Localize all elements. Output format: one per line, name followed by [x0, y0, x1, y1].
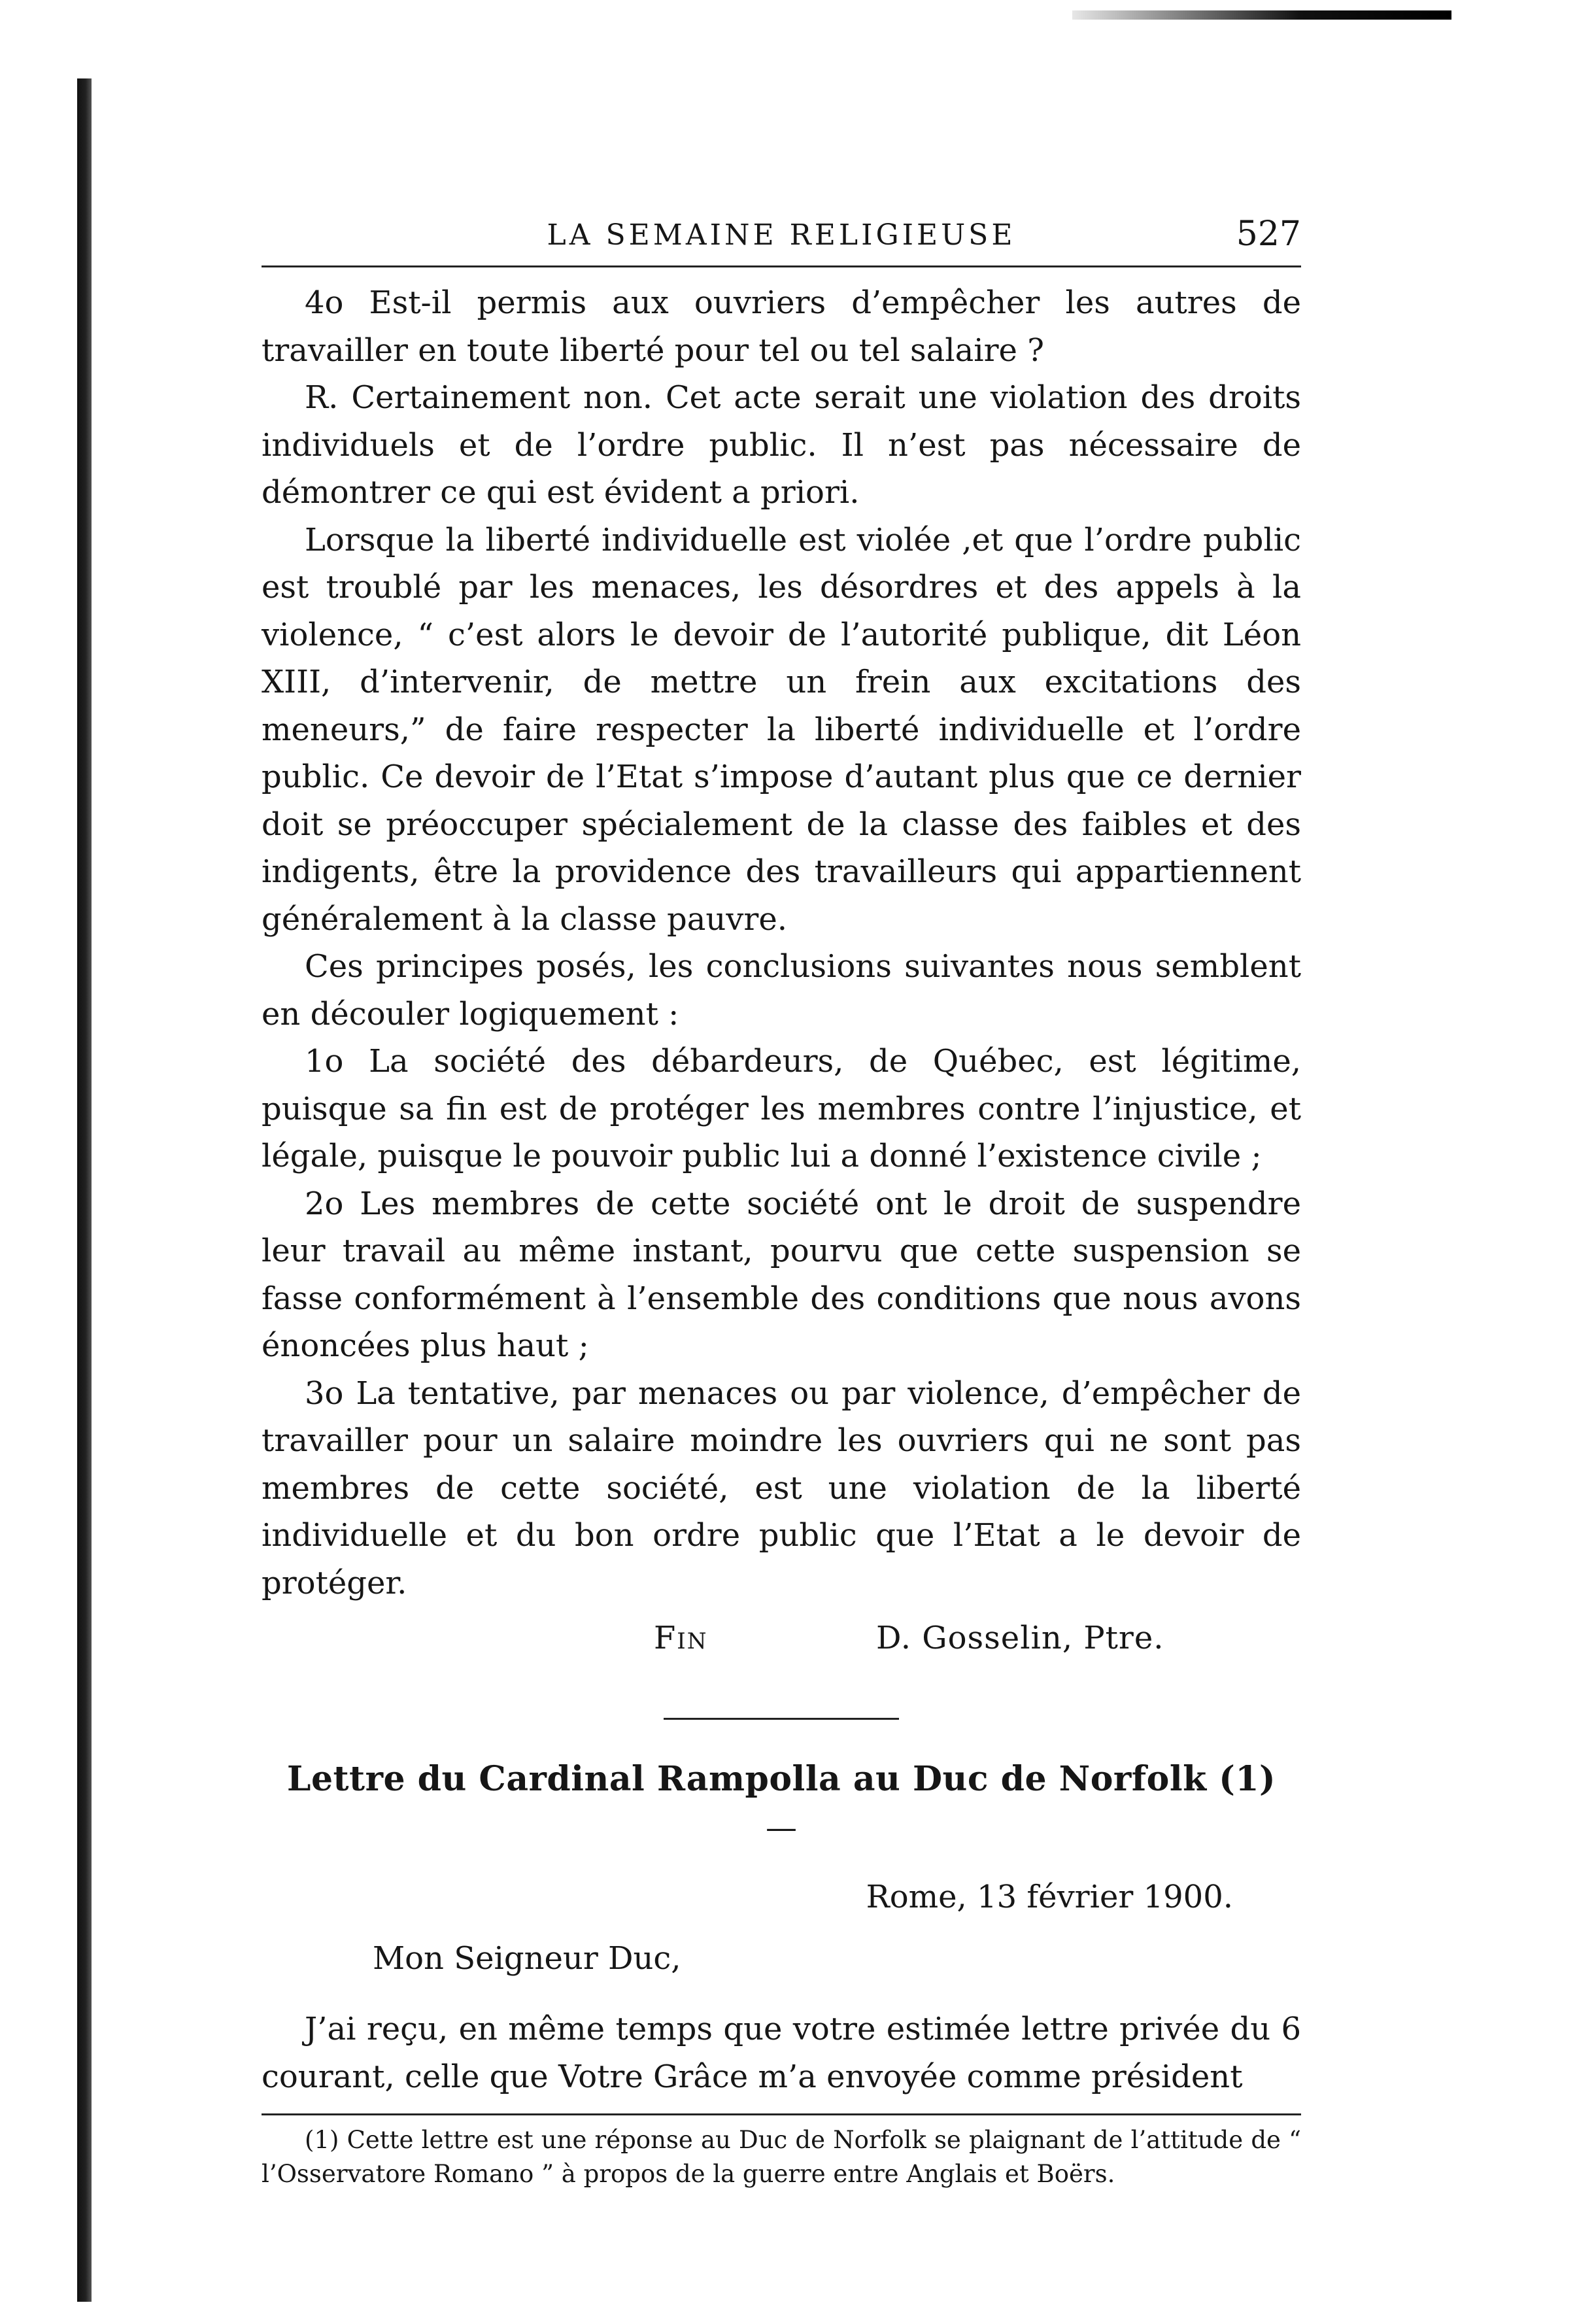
paragraph-leo-xiii: Lorsque la liberté individuelle est violée ,et que l’ordre public est troublé par les menaces, les désordres et des appels à la violence, “ c’est alors le devoir de l’autorité publique, dit Léon XIII, d’intervenir, de mettre un frein aux excitations des meneurs,” de faire respecter la liberté individuelle et l’ordre public. Ce devoir de l’Etat s’impose d’autant plus que ce dernier doit se préoccuper spécialement de la classe des faibles et des indigents, être la providence des travailleurs qui appartiennent généralement à la classe pauvre. [262, 521, 1301, 938]
letter-title: Lettre du Cardinal Rampolla au Duc de Norfolk (1) [286, 1759, 1276, 1799]
scan-top-artifact [1072, 10, 1451, 20]
paragraph-answer: R. Certainement non. Cet acte serait une violation des droits individuels et de l’ordre public. Il n’est pas nécessaire de démontrer ce qui est évident a priori. [262, 379, 1301, 511]
page-number: 527 [1236, 214, 1301, 254]
letter-dateline: Rome, 13 février 1900. [866, 1879, 1233, 1915]
letter-salutation: Mon Seigneur Duc, [373, 1940, 681, 1977]
paragraph-conclusions-intro: Ces principes posés, les conclusions suivantes nous semblent en découler logiquement : [262, 948, 1301, 1033]
document-page [262, 209, 1301, 2191]
footnote-rule [262, 2113, 1301, 2115]
paragraph-question-4: 4o Est-il permis aux ouvriers d’empêcher les autres de travailler en toute liberté pour tel ou tel salaire ? [262, 284, 1301, 369]
scan-binding-edge [77, 78, 92, 2302]
header-rule [262, 265, 1301, 267]
title-dash: — [766, 1809, 797, 1846]
letter-body [262, 2006, 1301, 2100]
running-header [262, 209, 1301, 262]
footnote: (1) Cette lettre est une réponse au Duc de Norfolk se plaignant de l’attitude de “ l’Osservatore Romano ” à propos de la guerre entre Anglais et Boërs. [262, 2126, 1301, 2188]
article-body [262, 279, 1301, 1607]
paragraph-conclusion-2: 2o Les membres de cette société ont le droit de suspendre leur travail au même instant, pourvu que cette suspension se fasse conformément à l’ensemble des conditions que nous avons énoncées plus haut ; [262, 1185, 1301, 1364]
letter-paragraph: J’ai reçu, en même temps que votre estimée lettre privée du 6 courant, celle que Votre Grâce m’a envoyée comme président [262, 2011, 1301, 2095]
signature-author: D. Gosselin, Ptre. [876, 1620, 1164, 1656]
running-title: LA SEMAINE RELIGIEUSE [547, 218, 1016, 252]
signature-fin: Fin [654, 1620, 708, 1656]
paragraph-conclusion-1: 1o La société des débardeurs, de Québec, est légitime, puisque sa fin est de protéger les membres contre l’injustice, et légale, puisque le pouvoir public lui a donné l’existence civile ; [262, 1043, 1301, 1174]
article-signature [262, 1613, 1301, 1672]
section-divider [664, 1718, 899, 1720]
paragraph-conclusion-3: 3o La tentative, par menaces ou par violence, d’empêcher de travailler pour un salaire moindre les ouvriers qui ne sont pas membres de cette société, est une violation de la liberté individuelle et du bon ordre public que l’Etat a le devoir de protéger. [262, 1375, 1301, 1601]
